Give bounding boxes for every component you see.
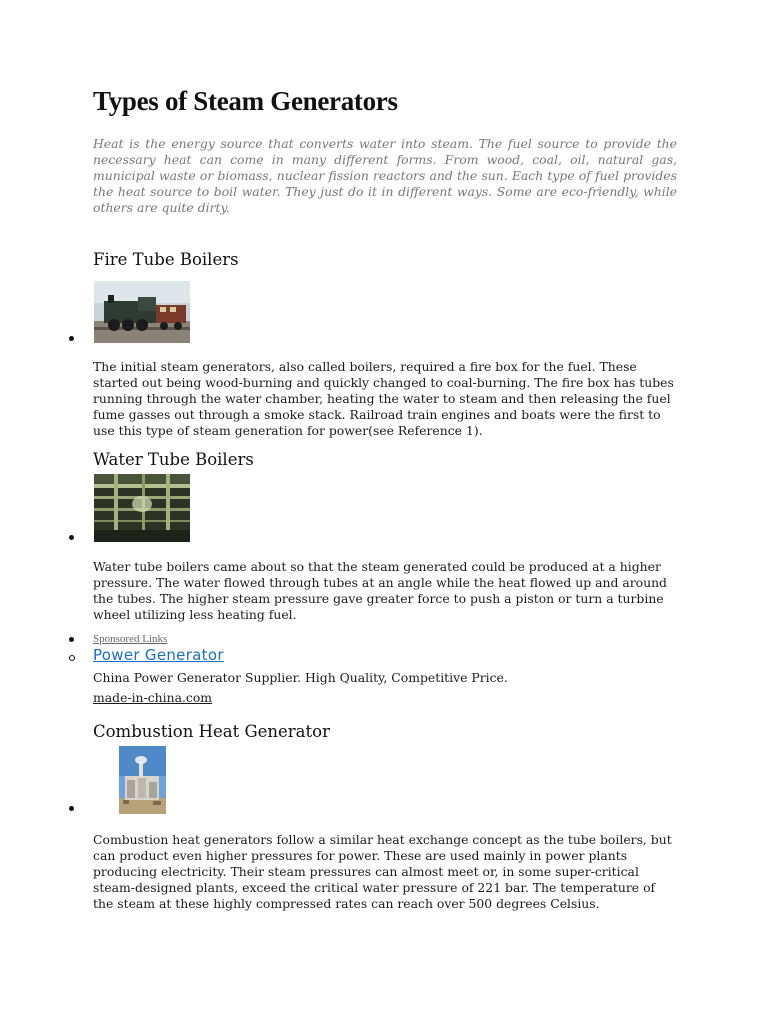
list-bullet <box>69 806 74 811</box>
list-bullet <box>69 535 74 540</box>
section-body-fire-tube: The initial steam generators, also called boilers, required a fire box for the fuel. These started out being wood-burning and quickly changed to coal-burning. The fire box has tubes running through the water chamber, heating the water to steam and then releasing the fuel fume gasses out through a smoke stack. Railroad train engines and boats were the first to use this type of steam generation for power(see Reference 1). <box>93 359 674 438</box>
list-bullet <box>69 637 74 642</box>
ad-title-link[interactable]: Power Generator <box>93 646 224 664</box>
intro-paragraph: Heat is the energy source that converts water into steam. The fuel source to provide the necessary heat can come in many different forms. From wood, coal, oil, natural gas, municipal waste or biomass, nuclear fission reactors and the sun. Each type of fuel provides the heat source to boil water. They just do it in different ways. Some are eco-friendly, while others are quite dirty. <box>93 136 677 215</box>
section-heading-combustion: Combustion Heat Generator <box>93 722 330 741</box>
page-title: Types of Steam Generators <box>93 86 398 116</box>
section-heading-water-tube: Water Tube Boilers <box>93 450 254 469</box>
power-plant-image[interactable] <box>119 746 166 814</box>
section-heading-fire-tube: Fire Tube Boilers <box>93 250 239 269</box>
ad-url-link[interactable]: made-in-china.com <box>93 690 213 705</box>
section-body-water-tube: Water tube boilers came about so that the steam generated could be produced at a higher pressure. The water flowed through tubes at an angle while the heat flowed up and around the tubes. The higher steam pressure gave greater force to push a piston or turn a turbine wheel utilizing less heating fuel. <box>93 559 667 622</box>
sponsored-links-label[interactable]: Sponsored Links <box>93 633 168 645</box>
list-bullet-hollow <box>69 655 75 661</box>
steam-locomotive-image[interactable] <box>94 281 190 343</box>
section-body-combustion: Combustion heat generators follow a similar heat exchange concept as the tube boilers, but can product even higher pressures for power. These are used mainly in power plants producing electricity. Their steam pressures can almost meet or, in some super-critical steam-designed plants, exceed the critical water pressure of 221 bar. The temperature of the steam at these highly compressed rates can reach over 500 degrees Celsius. <box>93 832 672 911</box>
water-tube-boiler-image[interactable] <box>94 474 190 542</box>
list-bullet <box>69 336 74 341</box>
ad-description: China Power Generator Supplier. High Quality, Competitive Price. <box>93 670 508 685</box>
